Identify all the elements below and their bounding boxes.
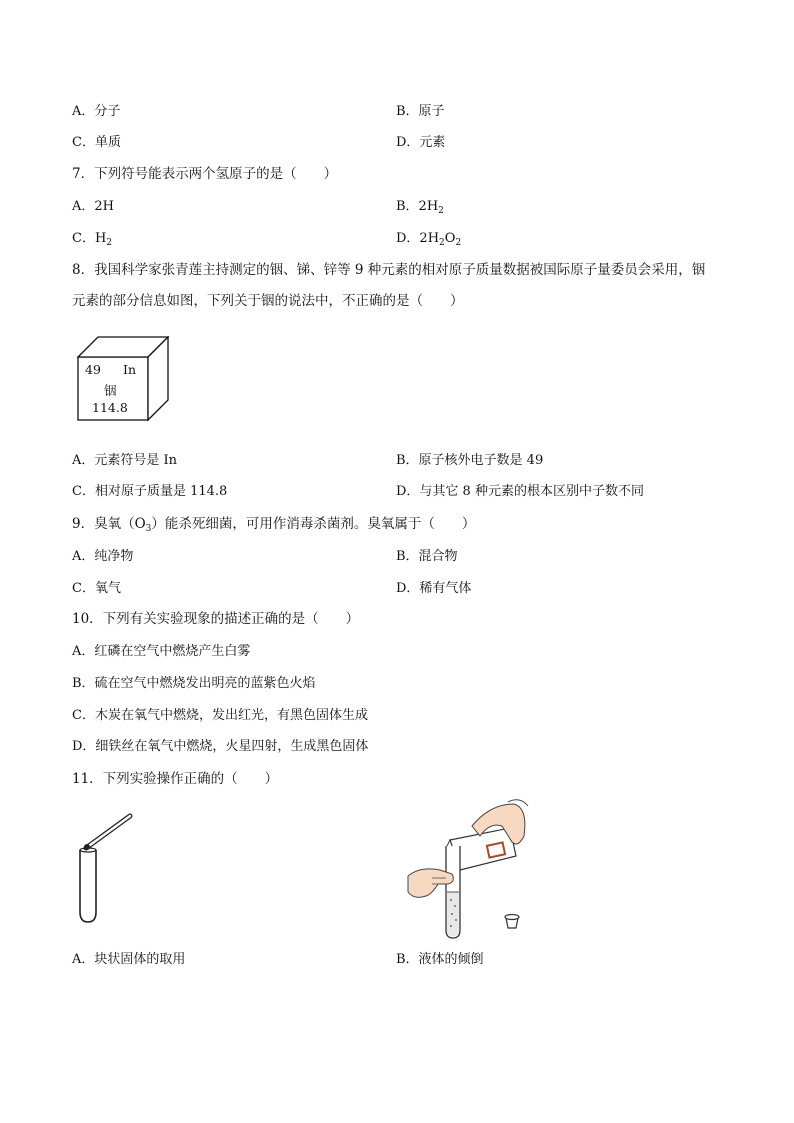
q8-option-c: C．相对原子质量是 114.8 (72, 484, 228, 499)
q7-option-a: A．2H (72, 199, 114, 214)
atomic-number: 49 (85, 362, 101, 377)
q8-option-b: B．原子核外电子数是 49 (396, 453, 544, 468)
q9-option-a: A．纯净物 (72, 549, 134, 564)
q8-option-d: D．与其它 8 种元素的根本区别中子数不同 (396, 484, 644, 499)
q7-option-b: B．$2H_2$ (396, 199, 444, 216)
q6-option-d: D．元素 (396, 135, 446, 150)
q9-option-d: D．稀有气体 (396, 581, 472, 596)
q6-option-a: A．分子 (72, 104, 121, 119)
figure-solid-sampling (74, 812, 138, 928)
element-name: 铟 (104, 383, 117, 398)
q10-option-a: A．红磷在空气中燃烧产生白雾 (72, 644, 251, 659)
figure-liquid-pouring (402, 796, 532, 945)
q7-option-c: C．$H_2$ (72, 231, 113, 248)
atomic-mass: 114.8 (92, 400, 128, 415)
q9-option-c: C．氧气 (72, 581, 121, 596)
q7-stem: 7．下列符号能表示两个氢原子的是（ ） (72, 166, 338, 182)
q8-stem-line1: 8．我国科学家张青莲主持测定的铟、锑、锌等 9 种元素的相对原子质量数据被国际原子量委员会采用，铟 (72, 262, 706, 278)
q9-stem: 9．臭氧$(O_3)$能杀死细菌，可用作消毒杀菌剂。臭氧属于（ ） (72, 516, 476, 534)
q8-option-a: A．元素符号是 In (72, 453, 178, 468)
q9-option-b: B．混合物 (396, 549, 458, 564)
q6-option-c: C．单质 (72, 135, 121, 150)
q10-option-b: B．硫在空气中燃烧发出明亮的蓝紫色火焰 (72, 676, 316, 691)
q10-option-d: D．细铁丝在氧气中燃烧，火星四射，生成黑色固体 (72, 739, 369, 754)
q11-stem: 11．下列实验操作正确的（ ） (72, 771, 279, 787)
q11-option-b: B．液体的倾倒 (396, 952, 484, 967)
element-symbol: In (123, 362, 136, 377)
q10-stem: 10．下列有关实验现象的描述正确的是（ ） (72, 611, 360, 627)
q6-option-b: B．原子 (396, 104, 445, 119)
q10-option-c: C．木炭在氧气中燃烧，发出红光，有黑色固体生成 (72, 708, 368, 723)
q7-option-d: D．$2H_2O_2$ (396, 231, 462, 248)
q8-stem-line2: 元素的部分信息如图，下列关于铟的说法中，不正确的是（ ） (72, 293, 464, 309)
q11-option-a: A．块状固体的取用 (72, 952, 186, 967)
element-card-indium (77, 336, 169, 422)
